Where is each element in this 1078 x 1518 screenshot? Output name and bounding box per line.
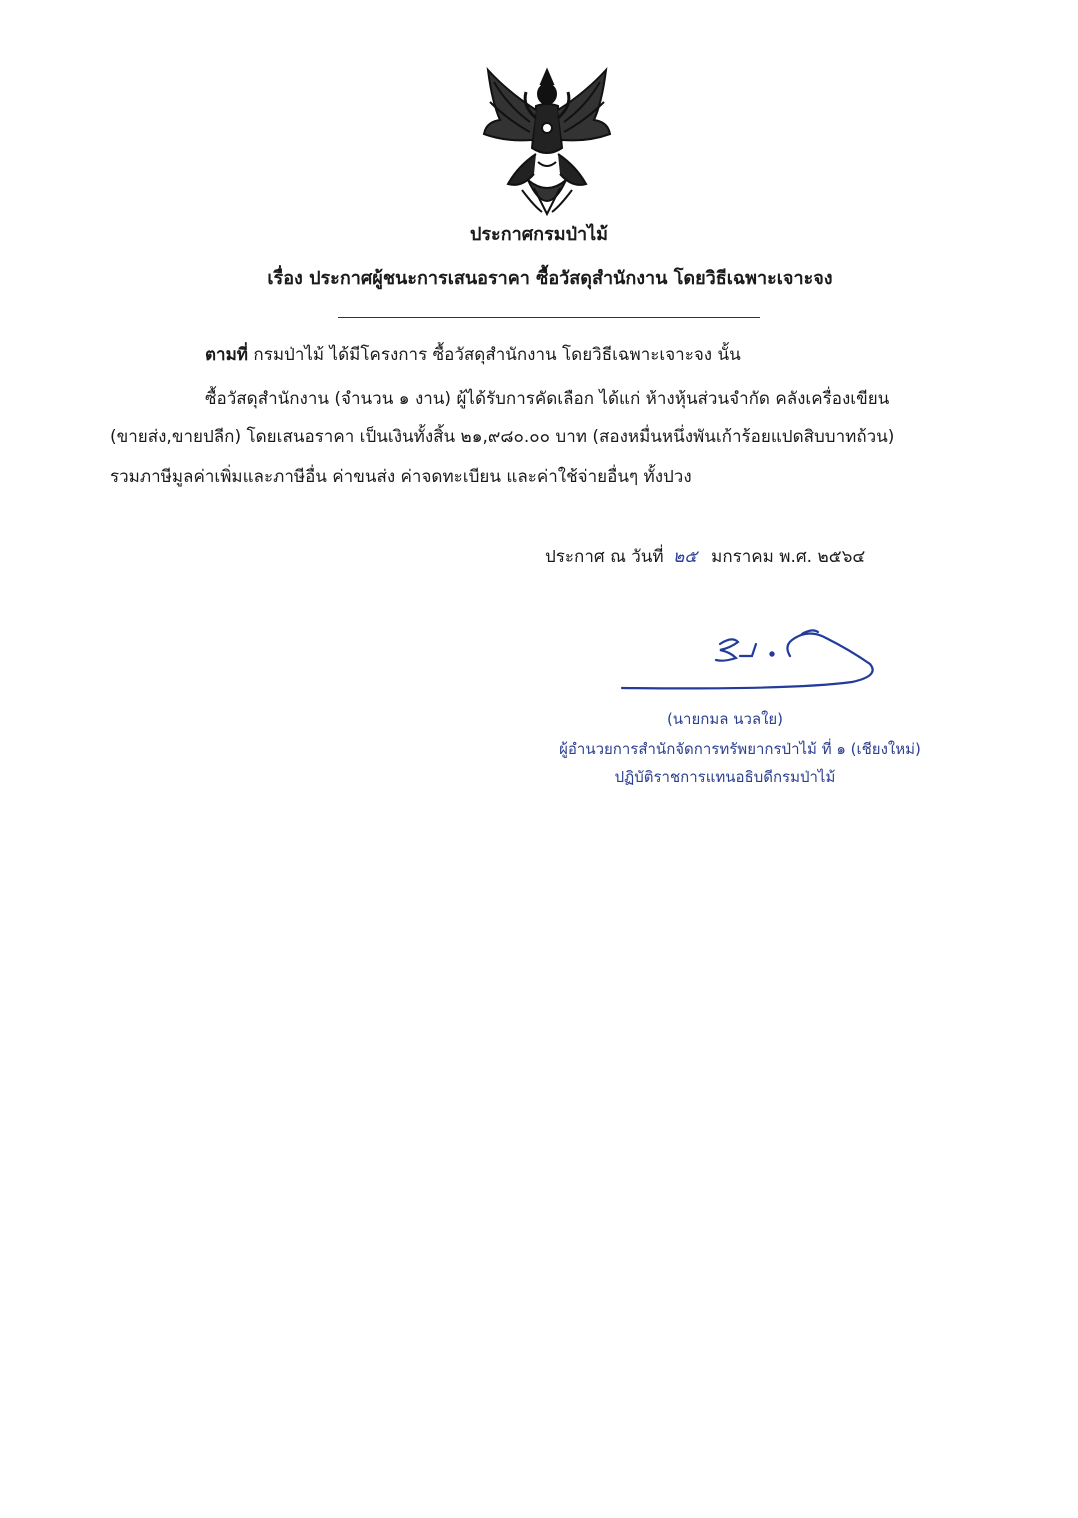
body-paragraph-1 [205, 342, 741, 368]
body-paragraph-2: ซื้อวัสดุสำนักงาน (จำนวน ๑ งาน) ผู้ได้รับการคัดเลือก ได้แก่ ห้างหุ้นส่วนจำกัด คลังเครื่องเขียน [205, 389, 890, 409]
signer-position: ผู้อำนวยการสำนักจัดการทรัพยากรป่าไม้ ที่ ๑ (เชียงใหม่) [559, 740, 921, 758]
announcement-date [545, 544, 865, 570]
paragraph-lead: ตามที่ [205, 345, 248, 365]
signer-acting: ปฏิบัติราชการแทนอธิบดีกรมป่าไม้ [614, 768, 836, 786]
handwritten-day: ๒๕ [673, 547, 698, 567]
body-paragraph-4: รวมภาษีมูลค่าเพิ่มและภาษีอื่น ค่าขนส่ง ค่าจดทะเบียน และค่าใช้จ่ายอื่นๆ ทั้งปวง [110, 467, 692, 487]
garuda-emblem-icon [478, 62, 616, 222]
body-paragraph-3: (ขายส่ง,ขายปลีก) โดยเสนอราคา เป็นเงินทั้งสิ้น ๒๑,๙๘๐.๐๐ บาท (สองหมื่นหนึ่งพันเก้าร้อยแปดสิบบาทถ้วน) [110, 427, 895, 447]
date-month-year: มกราคม พ.ศ. ๒๕๖๔ [711, 547, 866, 567]
paragraph-text: กรมป่าไม้ ได้มีโครงการ ซื้อวัสดุสำนักงาน โดยวิธีเฉพาะเจาะจง นั้น [248, 345, 741, 365]
date-prefix: ประกาศ ณ วันที่ [545, 547, 664, 567]
agency-heading: ประกาศกรมป่าไม้ [469, 224, 609, 245]
signer-name: (นายกมล นวลใย) [666, 710, 784, 728]
signature-mark [612, 620, 887, 700]
heading-divider [338, 317, 760, 318]
subject-heading: เรื่อง ประกาศผู้ชนะการเสนอราคา ซื้อวัสดุสำนักงาน โดยวิธีเฉพาะเจาะจง [267, 268, 833, 289]
